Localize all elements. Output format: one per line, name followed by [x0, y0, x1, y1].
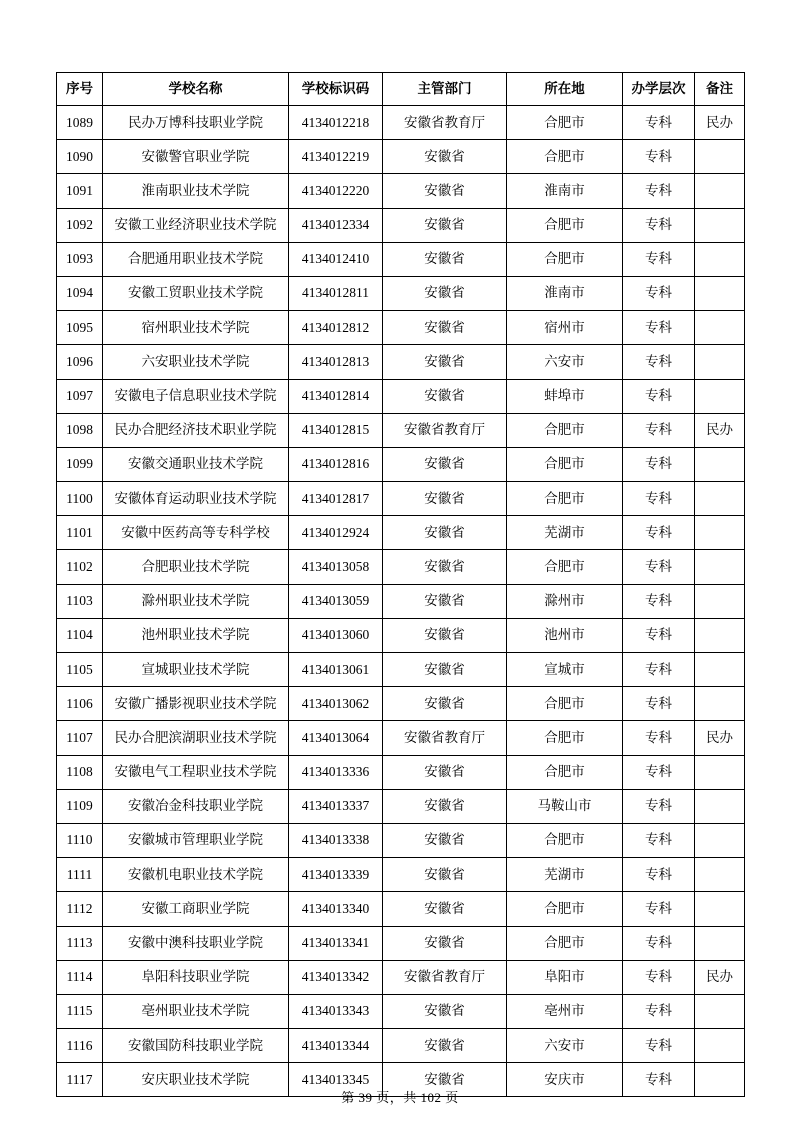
cell-school-code: 4134013338 — [289, 823, 383, 857]
cell-school-code: 4134012218 — [289, 106, 383, 140]
table-row — [57, 892, 745, 926]
cell-location: 合肥市 — [507, 721, 623, 755]
cell-level: 专科 — [623, 892, 695, 926]
cell-department: 安徽省 — [383, 653, 507, 687]
cell-school-code: 4134013060 — [289, 618, 383, 652]
cell-remarks — [695, 550, 745, 584]
table-row — [57, 926, 745, 960]
cell-remarks — [695, 447, 745, 481]
cell-level: 专科 — [623, 106, 695, 140]
column-header-school-code: 学校标识码 — [289, 73, 383, 106]
cell-level: 专科 — [623, 1029, 695, 1063]
cell-index: 1092 — [57, 208, 103, 242]
cell-school-name: 宿州职业技术学院 — [103, 311, 289, 345]
table-row — [57, 755, 745, 789]
table-row — [57, 994, 745, 1028]
cell-location: 合肥市 — [507, 242, 623, 276]
cell-department: 安徽省 — [383, 994, 507, 1028]
cell-remarks — [695, 926, 745, 960]
cell-index: 1104 — [57, 618, 103, 652]
cell-school-code: 4134012334 — [289, 208, 383, 242]
cell-location: 合肥市 — [507, 892, 623, 926]
cell-school-name: 安徽电气工程职业技术学院 — [103, 755, 289, 789]
cell-remarks — [695, 618, 745, 652]
cell-department: 安徽省 — [383, 823, 507, 857]
cell-school-code: 4134013059 — [289, 584, 383, 618]
cell-location: 合肥市 — [507, 140, 623, 174]
cell-school-name: 淮南职业技术学院 — [103, 174, 289, 208]
table-row — [57, 482, 745, 516]
cell-index: 1110 — [57, 823, 103, 857]
cell-location: 淮南市 — [507, 276, 623, 310]
cell-index: 1099 — [57, 447, 103, 481]
cell-level: 专科 — [623, 174, 695, 208]
cell-level: 专科 — [623, 140, 695, 174]
cell-school-code: 4134013336 — [289, 755, 383, 789]
cell-department: 安徽省 — [383, 755, 507, 789]
cell-remarks — [695, 584, 745, 618]
cell-school-name: 安徽工业经济职业技术学院 — [103, 208, 289, 242]
cell-remarks — [695, 311, 745, 345]
cell-school-code: 4134012816 — [289, 447, 383, 481]
cell-remarks — [695, 1029, 745, 1063]
cell-level: 专科 — [623, 994, 695, 1028]
cell-school-name: 安徽工商职业学院 — [103, 892, 289, 926]
cell-school-code: 4134013339 — [289, 858, 383, 892]
cell-department: 安徽省 — [383, 174, 507, 208]
cell-remarks — [695, 379, 745, 413]
cell-index: 1113 — [57, 926, 103, 960]
cell-department: 安徽省 — [383, 276, 507, 310]
cell-school-code: 4134013341 — [289, 926, 383, 960]
cell-level: 专科 — [623, 687, 695, 721]
cell-department: 安徽省 — [383, 311, 507, 345]
table-row — [57, 447, 745, 481]
cell-level: 专科 — [623, 926, 695, 960]
cell-department: 安徽省 — [383, 379, 507, 413]
table-row — [57, 242, 745, 276]
cell-location: 池州市 — [507, 618, 623, 652]
cell-index: 1102 — [57, 550, 103, 584]
table-row — [57, 1029, 745, 1063]
cell-school-name: 安徽广播影视职业技术学院 — [103, 687, 289, 721]
cell-location: 合肥市 — [507, 482, 623, 516]
table-row — [57, 140, 745, 174]
cell-school-name: 安徽体育运动职业技术学院 — [103, 482, 289, 516]
cell-department: 安徽省 — [383, 892, 507, 926]
cell-school-name: 安徽冶金科技职业学院 — [103, 789, 289, 823]
cell-location: 合肥市 — [507, 447, 623, 481]
cell-remarks: 民办 — [695, 721, 745, 755]
cell-remarks — [695, 858, 745, 892]
cell-remarks — [695, 208, 745, 242]
cell-level: 专科 — [623, 311, 695, 345]
cell-remarks — [695, 789, 745, 823]
cell-remarks — [695, 516, 745, 550]
cell-location: 阜阳市 — [507, 960, 623, 994]
cell-school-code: 4134012815 — [289, 413, 383, 447]
cell-school-code: 4134013062 — [289, 687, 383, 721]
cell-remarks: 民办 — [695, 960, 745, 994]
table-row — [57, 345, 745, 379]
cell-level: 专科 — [623, 960, 695, 994]
cell-remarks — [695, 755, 745, 789]
cell-school-name: 宣城职业技术学院 — [103, 653, 289, 687]
table-row — [57, 721, 745, 755]
cell-level: 专科 — [623, 858, 695, 892]
table-row — [57, 858, 745, 892]
cell-location: 合肥市 — [507, 208, 623, 242]
column-header-remarks: 备注 — [695, 73, 745, 106]
cell-department: 安徽省 — [383, 584, 507, 618]
cell-index: 1098 — [57, 413, 103, 447]
cell-index: 1095 — [57, 311, 103, 345]
column-header-index: 序号 — [57, 73, 103, 106]
cell-remarks — [695, 174, 745, 208]
cell-remarks — [695, 892, 745, 926]
school-list-table — [56, 72, 745, 1097]
table-row — [57, 106, 745, 140]
cell-department: 安徽省教育厅 — [383, 413, 507, 447]
cell-level: 专科 — [623, 618, 695, 652]
cell-school-name: 民办合肥经济技术职业学院 — [103, 413, 289, 447]
cell-school-code: 4134013058 — [289, 550, 383, 584]
cell-remarks — [695, 482, 745, 516]
cell-remarks — [695, 994, 745, 1028]
cell-school-code: 4134013337 — [289, 789, 383, 823]
cell-level: 专科 — [623, 789, 695, 823]
table-row — [57, 960, 745, 994]
cell-remarks — [695, 823, 745, 857]
cell-school-name: 民办万博科技职业学院 — [103, 106, 289, 140]
cell-location: 蚌埠市 — [507, 379, 623, 413]
cell-school-code: 4134013340 — [289, 892, 383, 926]
cell-index: 1094 — [57, 276, 103, 310]
cell-level: 专科 — [623, 447, 695, 481]
cell-school-code: 4134012811 — [289, 276, 383, 310]
table-body — [57, 106, 745, 1097]
cell-department: 安徽省 — [383, 618, 507, 652]
cell-school-name: 安徽交通职业技术学院 — [103, 447, 289, 481]
table-row — [57, 379, 745, 413]
cell-department: 安徽省 — [383, 789, 507, 823]
cell-school-name: 六安职业技术学院 — [103, 345, 289, 379]
cell-location: 合肥市 — [507, 413, 623, 447]
column-header-department: 主管部门 — [383, 73, 507, 106]
cell-department: 安徽省 — [383, 447, 507, 481]
cell-school-code: 4134013061 — [289, 653, 383, 687]
cell-school-code: 4134012410 — [289, 242, 383, 276]
cell-remarks — [695, 242, 745, 276]
cell-school-name: 池州职业技术学院 — [103, 618, 289, 652]
cell-location: 滁州市 — [507, 584, 623, 618]
table-row — [57, 653, 745, 687]
column-header-school-name: 学校名称 — [103, 73, 289, 106]
cell-school-name: 安庆职业技术学院 — [103, 1063, 289, 1097]
cell-department: 安徽省 — [383, 858, 507, 892]
cell-department: 安徽省 — [383, 550, 507, 584]
cell-school-name: 安徽电子信息职业技术学院 — [103, 379, 289, 413]
cell-location: 芜湖市 — [507, 516, 623, 550]
cell-level: 专科 — [623, 550, 695, 584]
cell-index: 1100 — [57, 482, 103, 516]
cell-level: 专科 — [623, 823, 695, 857]
table-row — [57, 208, 745, 242]
cell-school-code: 4134012817 — [289, 482, 383, 516]
cell-school-name: 亳州职业技术学院 — [103, 994, 289, 1028]
cell-school-name: 安徽城市管理职业学院 — [103, 823, 289, 857]
cell-school-code: 4134013064 — [289, 721, 383, 755]
cell-level: 专科 — [623, 516, 695, 550]
cell-department: 安徽省 — [383, 1029, 507, 1063]
cell-location: 宣城市 — [507, 653, 623, 687]
cell-location: 六安市 — [507, 345, 623, 379]
cell-level: 专科 — [623, 721, 695, 755]
table-row — [57, 550, 745, 584]
cell-location: 安庆市 — [507, 1063, 623, 1097]
cell-remarks: 民办 — [695, 413, 745, 447]
cell-department: 安徽省 — [383, 687, 507, 721]
cell-index: 1090 — [57, 140, 103, 174]
cell-school-name: 安徽国防科技职业学院 — [103, 1029, 289, 1063]
cell-school-name: 安徽中澳科技职业学院 — [103, 926, 289, 960]
table-row — [57, 174, 745, 208]
cell-school-name: 民办合肥滨湖职业技术学院 — [103, 721, 289, 755]
cell-location: 合肥市 — [507, 550, 623, 584]
cell-department: 安徽省 — [383, 242, 507, 276]
cell-index: 1103 — [57, 584, 103, 618]
cell-level: 专科 — [623, 413, 695, 447]
cell-school-code: 4134013345 — [289, 1063, 383, 1097]
cell-school-code: 4134012813 — [289, 345, 383, 379]
table-row — [57, 584, 745, 618]
cell-level: 专科 — [623, 755, 695, 789]
cell-remarks — [695, 687, 745, 721]
cell-location: 合肥市 — [507, 687, 623, 721]
cell-level: 专科 — [623, 1063, 695, 1097]
cell-index: 1101 — [57, 516, 103, 550]
cell-department: 安徽省教育厅 — [383, 106, 507, 140]
cell-index: 1105 — [57, 653, 103, 687]
cell-level: 专科 — [623, 242, 695, 276]
cell-school-code: 4134013344 — [289, 1029, 383, 1063]
cell-level: 专科 — [623, 379, 695, 413]
table-row — [57, 823, 745, 857]
cell-level: 专科 — [623, 345, 695, 379]
cell-school-name: 合肥通用职业技术学院 — [103, 242, 289, 276]
cell-index: 1106 — [57, 687, 103, 721]
cell-school-name: 安徽机电职业技术学院 — [103, 858, 289, 892]
cell-index: 1109 — [57, 789, 103, 823]
table-row — [57, 311, 745, 345]
cell-location: 芜湖市 — [507, 858, 623, 892]
cell-index: 1107 — [57, 721, 103, 755]
cell-level: 专科 — [623, 208, 695, 242]
cell-index: 1093 — [57, 242, 103, 276]
page-footer: 第 39 页，共 102 页 — [341, 1090, 459, 1105]
table-row — [57, 618, 745, 652]
cell-remarks — [695, 140, 745, 174]
table-row — [57, 516, 745, 550]
cell-school-name: 安徽中医药高等专科学校 — [103, 516, 289, 550]
cell-location: 亳州市 — [507, 994, 623, 1028]
cell-index: 1108 — [57, 755, 103, 789]
cell-department: 安徽省 — [383, 345, 507, 379]
cell-school-code: 4134013343 — [289, 994, 383, 1028]
cell-school-name: 安徽警官职业学院 — [103, 140, 289, 174]
cell-location: 合肥市 — [507, 823, 623, 857]
cell-remarks — [695, 653, 745, 687]
cell-level: 专科 — [623, 276, 695, 310]
cell-school-code: 4134013342 — [289, 960, 383, 994]
cell-department: 安徽省教育厅 — [383, 960, 507, 994]
cell-department: 安徽省 — [383, 140, 507, 174]
cell-school-code: 4134012814 — [289, 379, 383, 413]
cell-location: 六安市 — [507, 1029, 623, 1063]
cell-index: 1116 — [57, 1029, 103, 1063]
table-row — [57, 276, 745, 310]
cell-index: 1089 — [57, 106, 103, 140]
cell-index: 1112 — [57, 892, 103, 926]
cell-location: 合肥市 — [507, 106, 623, 140]
cell-level: 专科 — [623, 653, 695, 687]
cell-index: 1096 — [57, 345, 103, 379]
cell-school-name: 安徽工贸职业技术学院 — [103, 276, 289, 310]
cell-department: 安徽省 — [383, 516, 507, 550]
cell-index: 1115 — [57, 994, 103, 1028]
cell-level: 专科 — [623, 584, 695, 618]
table-row — [57, 789, 745, 823]
cell-school-code: 4134012220 — [289, 174, 383, 208]
cell-location: 合肥市 — [507, 926, 623, 960]
column-header-location: 所在地 — [507, 73, 623, 106]
cell-remarks — [695, 276, 745, 310]
cell-index: 1097 — [57, 379, 103, 413]
cell-department: 安徽省 — [383, 482, 507, 516]
cell-location: 宿州市 — [507, 311, 623, 345]
table-header-row — [57, 73, 745, 106]
column-header-level: 办学层次 — [623, 73, 695, 106]
cell-school-name: 阜阳科技职业学院 — [103, 960, 289, 994]
cell-school-code: 4134012924 — [289, 516, 383, 550]
cell-department: 安徽省 — [383, 1063, 507, 1097]
cell-department: 安徽省 — [383, 208, 507, 242]
cell-location: 淮南市 — [507, 174, 623, 208]
cell-index: 1111 — [57, 858, 103, 892]
cell-index: 1114 — [57, 960, 103, 994]
cell-location: 马鞍山市 — [507, 789, 623, 823]
cell-school-name: 合肥职业技术学院 — [103, 550, 289, 584]
cell-school-name: 滁州职业技术学院 — [103, 584, 289, 618]
cell-school-code: 4134012219 — [289, 140, 383, 174]
cell-level: 专科 — [623, 482, 695, 516]
cell-department: 安徽省教育厅 — [383, 721, 507, 755]
cell-location: 合肥市 — [507, 755, 623, 789]
cell-remarks — [695, 345, 745, 379]
cell-remarks: 民办 — [695, 106, 745, 140]
cell-index: 1117 — [57, 1063, 103, 1097]
cell-department: 安徽省 — [383, 926, 507, 960]
table-row — [57, 687, 745, 721]
cell-school-code: 4134012812 — [289, 311, 383, 345]
table-row — [57, 413, 745, 447]
cell-index: 1091 — [57, 174, 103, 208]
